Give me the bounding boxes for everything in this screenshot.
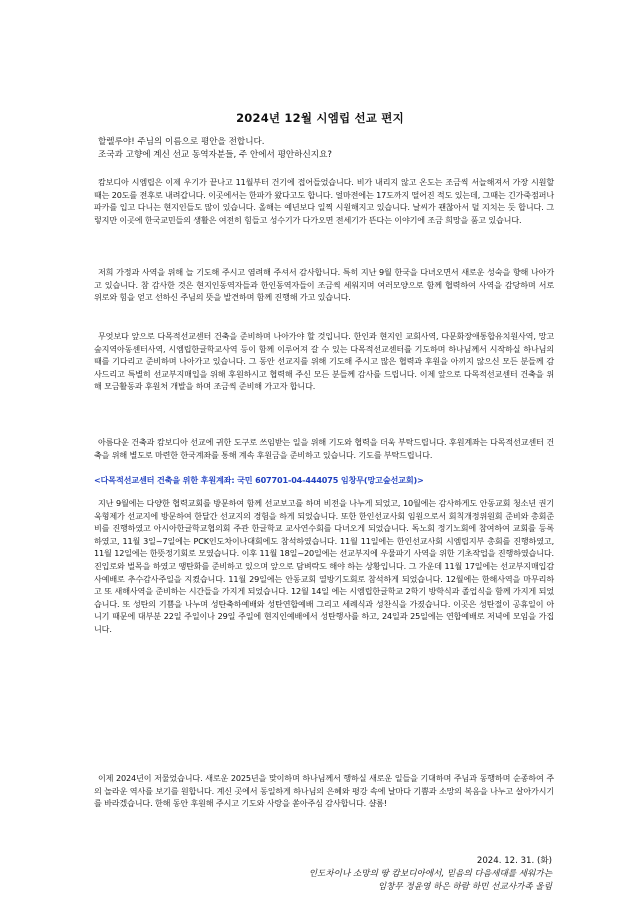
- letter-title: 2024년 12월 시엠립 선교 편지: [236, 111, 404, 125]
- greeting-line: 조국과 고향에 계신 선교 동역자분들, 주 안에서 평안하신지요?: [98, 150, 332, 160]
- donation-account-line: <다목적선교센터 건축을 위한 후원계좌: 국민 607701-04-444075 임창무(망고숲선교회)>: [94, 475, 424, 485]
- paragraph-thanks: 저희 가정과 사역을 위해 늘 기도해 주시고 염려해 주셔서 감사합니다. 특히 지난 9월 한국을 다녀오면서 새로운 성숙을 향해 나아가고 있습니다. 참 감사한 것은 현지인동역자들과 한인동역자들이 조금씩 세워지며 여러모양으로 함께 협력하여 사역을 감당하며 서로 위로와 힘을 얻고 선하신 주님의 뜻을 발견하며 함께 진행해 가고 있습니다.: [94, 267, 554, 303]
- closing-line: 인도차이나 소망의 땅 캄보디아에서, 믿음의 다음세대를 세워가는: [308, 869, 552, 879]
- paragraph-prayer-request: 아름다운 건축과 캄보디아 선교에 귀한 도구로 쓰임받는 일을 위해 기도와 협력을 더욱 부탁드립니다. 후원계좌는 다목적선교센터 건축을 위해 별도로 마련한 한국계좌를 통해 계속 후원금을 준비하고 있습니다. 기도를 부탁드립니다.: [94, 437, 554, 460]
- closing-line: 임창무 정윤영 하은 하람 하민 선교사가족 올림: [377, 881, 552, 892]
- paragraph-new-year: 이제 2024년이 저물었습니다. 새로운 2025년을 맞이하며 하나님께서 행하실 새로운 일들을 기대하며 주님과 동행하며 순종하여 주의 놀라운 역사를 보기를 원합니다. 계신 곳에서 동일하게 하나님의 은혜와 평강 속에 날마다 기쁨과 소망의 복음을 나누고 살아가시기를 바라겠습니다. 한해 동안 후원해 주시고 기도와 사랑을 쏟아주심 감사합니다. 샬롬!: [94, 773, 554, 809]
- paragraph-weather: 캄보디아 시엠립은 이제 우기가 끝나고 11월부터 건기에 접어들었습니다. 비가 내리지 않고 온도는 조금씩 서늘해져서 가장 시원할 때는 20도를 전후로 내려갑니다. 이곳에서는 한파가 왔다고도 합니다. 얼마전에는 17도까지 떨어진 적도 있는데, 그때는 긴가죽점퍼나 파카를 입고 다니는 현지인들도 많이 있습니다. 올해는 예년보다 일찍 시원해지고 있습니다. 날씨가 괜찮아서 덜 지치는 듯 합니다. 그렇지만 이곳에 한국교민들의 생활은 여전히 힘들고 성수기가 다가오면 전세기가 뜬다는 이야기에 조금 희망을 품고 있습니다.: [94, 177, 554, 225]
- closing-signature: [92, 868, 552, 893]
- greeting-block: [96, 136, 556, 162]
- paragraph-mission-center: 무엇보다 앞으로 다목적선교센터 건축을 준비하며 나아가야 할 것입니다. 한인과 현지인 교회사역, 다문화장애통합유치원사역, 망고숲지역아동센터사역, 시엠립한글학교사역 등이 함께 이루어져 갈 수 있는 다목적선교센터를 기도하며 하나님께서 시작하실 하나님의 때를 기다리고 준비하며 나아가고 있습니다. 그 동안 선교지를 위해 기도해 주시고 많은 협력과 후원을 아끼지 않으신 모든 분들께 감사드리고 특별히 선교부지매입을 위해 후원하시고 협력해 주신 모든 분들께 감사를 드립니다. 이제 앞으로 다목적선교센터 건축을 위해 모금활동과 후원처 개발을 하며 조금씩 준비해 가고자 합니다.: [94, 331, 554, 392]
- paragraph-activities: 지난 9월에는 다양한 협력교회를 방문하여 함께 선교보고를 하며 비전을 나누게 되었고, 10월에는 감사하게도 안동교회 청소년 권기욱형제가 선교지에 방문하여 한달간 선교지의 경험을 하게 되었습니다. 또한 한인선교사회 임원으로서 회칙개정위원회 준비와 총회준비를 진행하였고 아시아한글학교협의회 주관 한글학교 교사연수회를 다녀오게 되었습니다. 독노회 정기노회에 참여하여 교회를 등록하였고, 11월 3일~7일에는 PCK인도차이나대회에도 참석하였습니다. 11월 11일에는 한인선교사회 시엠립지부 총회를 진행하였고, 11월 12일에는 한뜻정기회로 모였습니다. 이후 11월 18일~20일에는 선교부지에 우물파기 사역을 위한 기초작업을 진행하였습니다. 진입로와 벌목을 하였고 땡탄화를 준비하고 있으며 앞으로 담벼락도 해야 하는 상황입니다. 그 가운데 11월 17일에는 선교부지매입감사예배로 추수감사주일을 지켰습니다. 11월 29일에는 안동교회 열방기도회로 참석하게 되었습니다. 12월에는 한해사역을 마무리하고 또 새해사역을 준비하는 시간들을 가지게 되었습니다. 12월 14일 에는 시엠립한글학교 2학기 방학식과 졸업식을 함께 가지게 되었습니다. 또 성탄의 기쁨을 나누며 성탄축하예배와 성탄연합예배 그리고 세례식과 성찬식을 가졌습니다. 이곳은 성탄절이 공휴일이 아니기 때문에 대부분 22일 주일이나 29일 주일에 현지인예배에서 성탄행사를 하고, 24일과 25일에는 연합예배로 저녁에 모임을 가집니다.: [94, 498, 554, 634]
- letter-date: 2024. 12. 31. (화): [476, 856, 552, 866]
- greeting-line: 할렐루야! 주님의 이름으로 평안을 전합니다.: [98, 137, 265, 147]
